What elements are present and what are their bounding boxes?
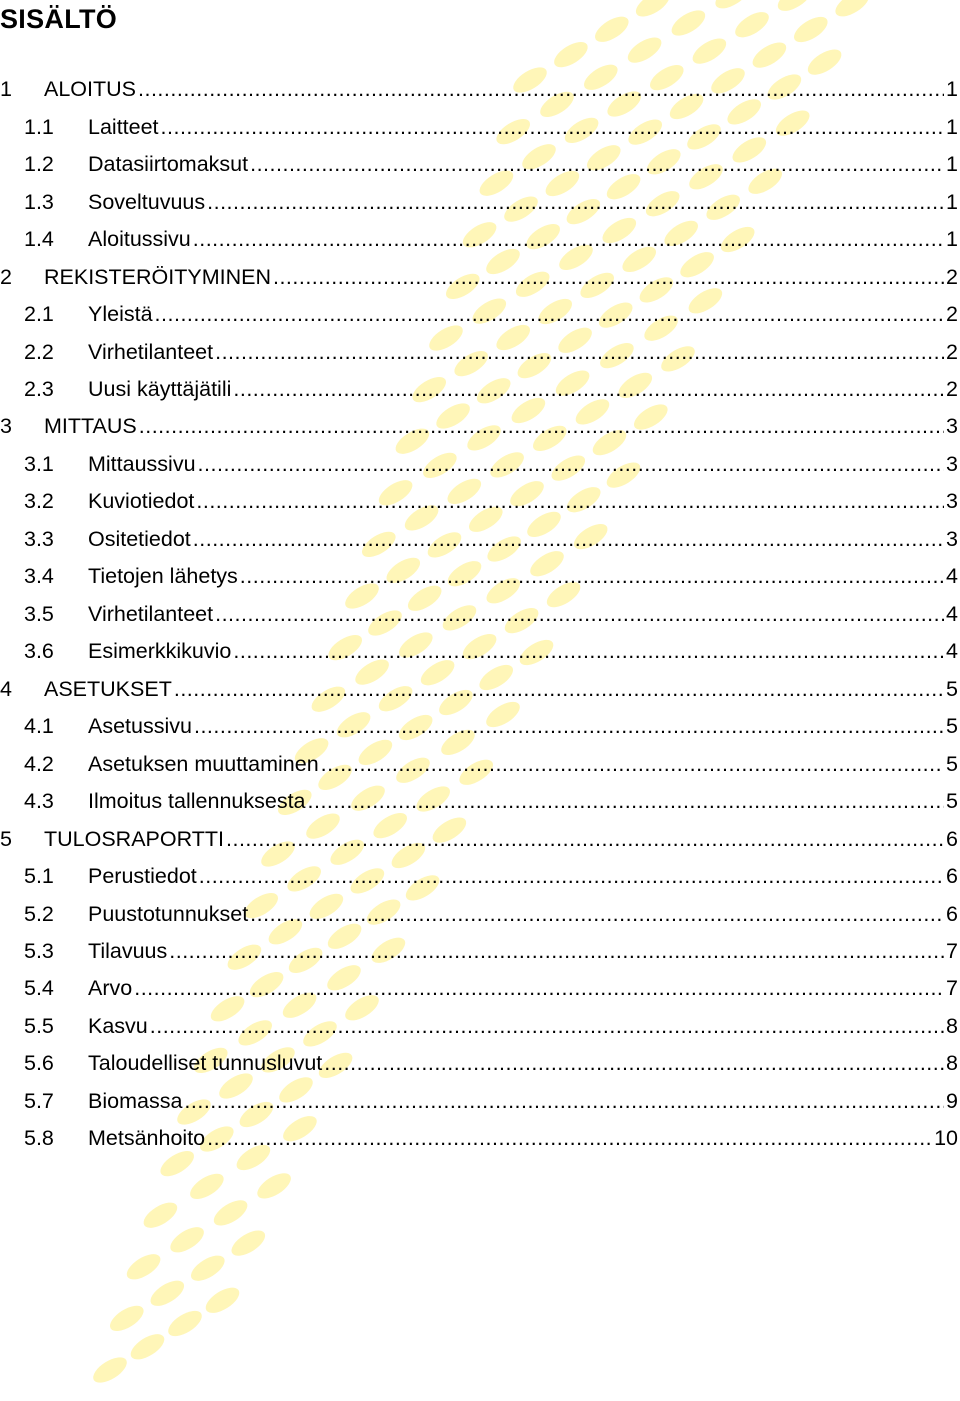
toc-entry-number: 5.7 [24, 1088, 54, 1113]
dot-leader [198, 452, 944, 477]
toc-entry-number: 4 [0, 676, 12, 701]
toc-entry-leader [88, 939, 958, 964]
toc-entry-page: 6 [946, 901, 958, 926]
toc-entry-number: 1.1 [24, 114, 54, 139]
toc-entry[interactable] [0, 783, 958, 820]
toc-entry-number: 4.3 [24, 789, 54, 814]
dot-leader [321, 752, 944, 777]
toc-entry-leader [88, 527, 958, 552]
toc-entry-page: 1 [946, 227, 958, 252]
dot-leader [240, 564, 944, 589]
toc-entry[interactable] [0, 483, 958, 520]
toc-entry-page: 4 [946, 639, 958, 664]
toc-entry-number: 5.3 [24, 939, 54, 964]
watermark-leaf [831, 0, 873, 22]
toc-entry-page: 7 [946, 976, 958, 1001]
toc-entry[interactable] [0, 408, 958, 445]
toc-entry[interactable] [0, 1008, 958, 1045]
dot-leader [215, 602, 944, 627]
toc-entry-title: Ilmoitus tallennuksesta [88, 789, 306, 814]
dot-leader [169, 939, 944, 964]
toc-entry-leader [88, 302, 958, 327]
dot-leader [250, 902, 944, 927]
toc-entry-title: Tietojen lähetys [88, 564, 238, 589]
toc-entry-leader [44, 414, 958, 439]
toc-entry-title: Asetussivu [88, 714, 192, 739]
toc-entry[interactable] [0, 745, 958, 782]
dot-leader [184, 1089, 944, 1114]
toc-entry-number: 5.1 [24, 864, 54, 889]
toc-entry-title: Soveltuvuus [88, 189, 206, 214]
toc-entry[interactable] [0, 221, 958, 258]
toc-entry-number: 5.2 [24, 901, 54, 926]
toc-entry-page: 3 [946, 489, 958, 514]
dot-leader [207, 1126, 932, 1151]
toc-entry[interactable] [0, 558, 958, 595]
dot-leader [194, 714, 944, 739]
toc-entry-leader [88, 564, 958, 589]
watermark-leaf [187, 1250, 229, 1285]
toc-entry[interactable] [0, 858, 958, 895]
toc-entry-leader [88, 752, 958, 777]
toc-entry-title: ALOITUS [44, 77, 136, 102]
toc-entry-number: 3.1 [24, 451, 54, 476]
toc-entry-leader [44, 827, 958, 852]
toc-entry[interactable] [0, 633, 958, 670]
toc-entry-number: 5.5 [24, 1013, 54, 1038]
toc-entry[interactable] [0, 671, 958, 708]
toc-entry-title: Esimerkkikuvio [88, 639, 232, 664]
toc-entry[interactable] [0, 1120, 958, 1157]
toc-entry[interactable] [0, 933, 958, 970]
dot-leader [150, 1014, 944, 1039]
toc-entry-page: 6 [946, 826, 958, 851]
dot-leader [139, 414, 944, 439]
dot-leader [308, 789, 945, 814]
toc-entry-page: 2 [946, 264, 958, 289]
toc-entry-title: Asetuksen muuttaminen [88, 751, 319, 776]
toc-entry-number: 2 [0, 264, 12, 289]
toc-entry[interactable] [0, 446, 958, 483]
watermark-leaf [146, 1276, 188, 1311]
watermark-leaf [591, 12, 633, 47]
toc-heading: SISÄLTÖ [0, 4, 118, 34]
toc-entry-title: Laitteet [88, 114, 159, 139]
dot-leader [273, 265, 944, 290]
toc-entry-page: 2 [946, 376, 958, 401]
toc-entry-number: 2.1 [24, 302, 54, 327]
toc-entry[interactable] [0, 708, 958, 745]
toc-entry-title: Virhetilanteet [88, 601, 214, 626]
toc-entry-page: 3 [946, 526, 958, 551]
toc-entry[interactable] [0, 183, 958, 220]
toc-entry-leader [88, 864, 958, 889]
toc-entry-number: 3.4 [24, 564, 54, 589]
toc-entry[interactable] [0, 296, 958, 333]
toc-entry-title: Taloudelliset tunnusluvut [88, 1051, 323, 1076]
toc-entry-page: 6 [946, 864, 958, 889]
dot-leader [138, 77, 944, 102]
toc-entry-leader [88, 1126, 958, 1151]
toc-entry[interactable] [0, 521, 958, 558]
toc-entry-leader [88, 227, 958, 252]
toc-entry-leader [88, 639, 958, 664]
toc-entry-title: REKISTERÖITYMINEN [44, 264, 271, 289]
toc-entry-title: Kuviotiedot [88, 489, 195, 514]
watermark-leaf [550, 37, 592, 72]
toc-entry-page: 5 [946, 751, 958, 776]
toc-list [0, 71, 958, 1158]
toc-entry-page: 1 [946, 114, 958, 139]
dot-leader [155, 302, 944, 327]
dot-leader [134, 976, 944, 1001]
toc-entry-leader [88, 1051, 958, 1076]
watermark-leaf [632, 0, 674, 22]
toc-entry-page: 3 [946, 414, 958, 439]
toc-entry-number: 2.2 [24, 339, 54, 364]
watermark-leaf [202, 1283, 244, 1318]
dot-leader [174, 677, 944, 702]
toc-entry-title: Uusi käyttäjätili [88, 376, 232, 401]
toc-entry-leader [88, 452, 958, 477]
toc-entry-title: Aloitussivu [88, 227, 191, 252]
watermark-leaf [668, 5, 710, 40]
toc-entry-leader [88, 115, 958, 140]
toc-entry-leader [88, 340, 958, 365]
toc-entry-page: 1 [946, 189, 958, 214]
toc-entry-number: 1.3 [24, 189, 54, 214]
dot-leader [226, 827, 944, 852]
watermark-leaf [624, 32, 666, 67]
toc-entry-page: 8 [946, 1051, 958, 1076]
watermark-leaf [689, 33, 731, 68]
toc-entry-page: 10 [934, 1126, 958, 1151]
toc-entry-leader [44, 77, 958, 102]
toc-entry[interactable] [0, 371, 958, 408]
toc-entry-page: 5 [946, 676, 958, 701]
toc-entry[interactable] [0, 71, 958, 108]
toc-entry-number: 2.3 [24, 376, 54, 401]
toc-entry-number: 1.2 [24, 152, 54, 177]
dot-leader [193, 527, 944, 552]
dot-leader [233, 377, 944, 402]
toc-entry-title: TULOSRAPORTTI [44, 826, 224, 851]
toc-entry-page: 4 [946, 601, 958, 626]
watermark-leaf [123, 1249, 165, 1284]
toc-entry-number: 3.6 [24, 639, 54, 664]
toc-entry-title: Ositetiedot [88, 526, 191, 551]
toc-entry-page: 4 [946, 564, 958, 589]
toc-entry-title: Virhetilanteet [88, 339, 214, 364]
toc-entry-number: 3 [0, 414, 12, 439]
watermark-leaf [790, 12, 832, 47]
toc-entry[interactable] [0, 1045, 958, 1082]
dot-leader [196, 489, 944, 514]
toc-entry-page: 2 [946, 302, 958, 327]
watermark-leaf [140, 1197, 182, 1232]
toc-entry-number: 5.4 [24, 976, 54, 1001]
toc-entry-leader [88, 602, 958, 627]
toc-entry-number: 3.3 [24, 526, 54, 551]
toc-entry-number: 5.6 [24, 1051, 54, 1076]
toc-entry-number: 1 [0, 77, 12, 102]
toc-entry-number: 3.5 [24, 601, 54, 626]
dot-leader [324, 1051, 944, 1076]
toc-entry[interactable] [0, 970, 958, 1007]
toc-entry-title: Mittaussivu [88, 451, 196, 476]
toc-entry[interactable] [0, 146, 958, 183]
dot-leader [207, 190, 944, 215]
toc-entry-page: 8 [946, 1013, 958, 1038]
toc-entry-title: Kasvu [88, 1013, 148, 1038]
watermark-leaf [774, 0, 816, 16]
toc-entry-number: 3.2 [24, 489, 54, 514]
dot-leader [161, 115, 945, 140]
toc-entry-leader [88, 789, 958, 814]
toc-entry-page: 5 [946, 714, 958, 739]
toc-entry-title: Arvo [88, 976, 133, 1001]
toc-entry-page: 3 [946, 451, 958, 476]
toc-entry-leader [88, 1089, 958, 1114]
toc-entry-leader [44, 265, 958, 290]
toc-entry-title: Metsänhoito [88, 1126, 206, 1151]
toc-entry-leader [88, 714, 958, 739]
toc-entry-leader [88, 489, 958, 514]
watermark-leaf [731, 7, 773, 42]
toc-entry-leader [88, 152, 958, 177]
toc-entry-page: 5 [946, 789, 958, 814]
toc-entry-page: 2 [946, 339, 958, 364]
toc-entry-title: ASETUKSET [44, 676, 172, 701]
toc-entry[interactable] [0, 258, 958, 295]
watermark-leaf [711, 0, 753, 14]
toc-entry-number: 4.1 [24, 714, 54, 739]
dot-leader [199, 864, 944, 889]
dot-leader [215, 340, 944, 365]
watermark-leaf [89, 1352, 131, 1387]
toc-entry-leader [88, 902, 958, 927]
toc-entry-leader [88, 976, 958, 1001]
toc-entry-page: 7 [946, 939, 958, 964]
toc-entry-leader [88, 1014, 958, 1039]
toc-entry-page: 1 [946, 152, 958, 177]
watermark-leaf [749, 37, 791, 72]
toc-entry-number: 5 [0, 826, 12, 851]
watermark-leaf [186, 1169, 228, 1204]
watermark-leaf [166, 1222, 208, 1257]
toc-entry-page: 9 [946, 1088, 958, 1113]
toc-entry-title: Yleistä [88, 302, 153, 327]
toc-entry-title: Biomassa [88, 1088, 183, 1113]
watermark-leaf [210, 1195, 252, 1230]
toc-entry[interactable] [0, 108, 958, 145]
toc-entry[interactable] [0, 820, 958, 857]
watermark-leaf [127, 1329, 169, 1364]
dot-leader [193, 227, 944, 252]
toc-entry-leader [44, 677, 958, 702]
toc-entry-title: Perustiedot [88, 864, 197, 889]
toc-entry-title: MITTAUS [44, 414, 137, 439]
watermark-leaf [106, 1301, 148, 1336]
toc-entry[interactable] [0, 596, 958, 633]
watermark-leaf [164, 1306, 206, 1341]
toc-entry-page: 1 [946, 77, 958, 102]
toc-entry-title: Puustotunnukset [88, 901, 249, 926]
toc-entry[interactable] [0, 895, 958, 932]
toc-entry-number: 4.2 [24, 751, 54, 776]
dot-leader [250, 152, 944, 177]
toc-entry-number: 5.8 [24, 1126, 54, 1151]
toc-entry-title: Datasiirtomaksut [88, 152, 249, 177]
watermark-leaf [253, 1168, 295, 1203]
toc-entry-leader [88, 377, 958, 402]
toc-entry-leader [88, 190, 958, 215]
toc-entry-number: 1.4 [24, 227, 54, 252]
toc-entry[interactable] [0, 1083, 958, 1120]
toc-entry[interactable] [0, 333, 958, 370]
watermark-leaf [227, 1225, 269, 1260]
toc-entry-title: Tilavuus [88, 939, 168, 964]
dot-leader [233, 639, 944, 664]
